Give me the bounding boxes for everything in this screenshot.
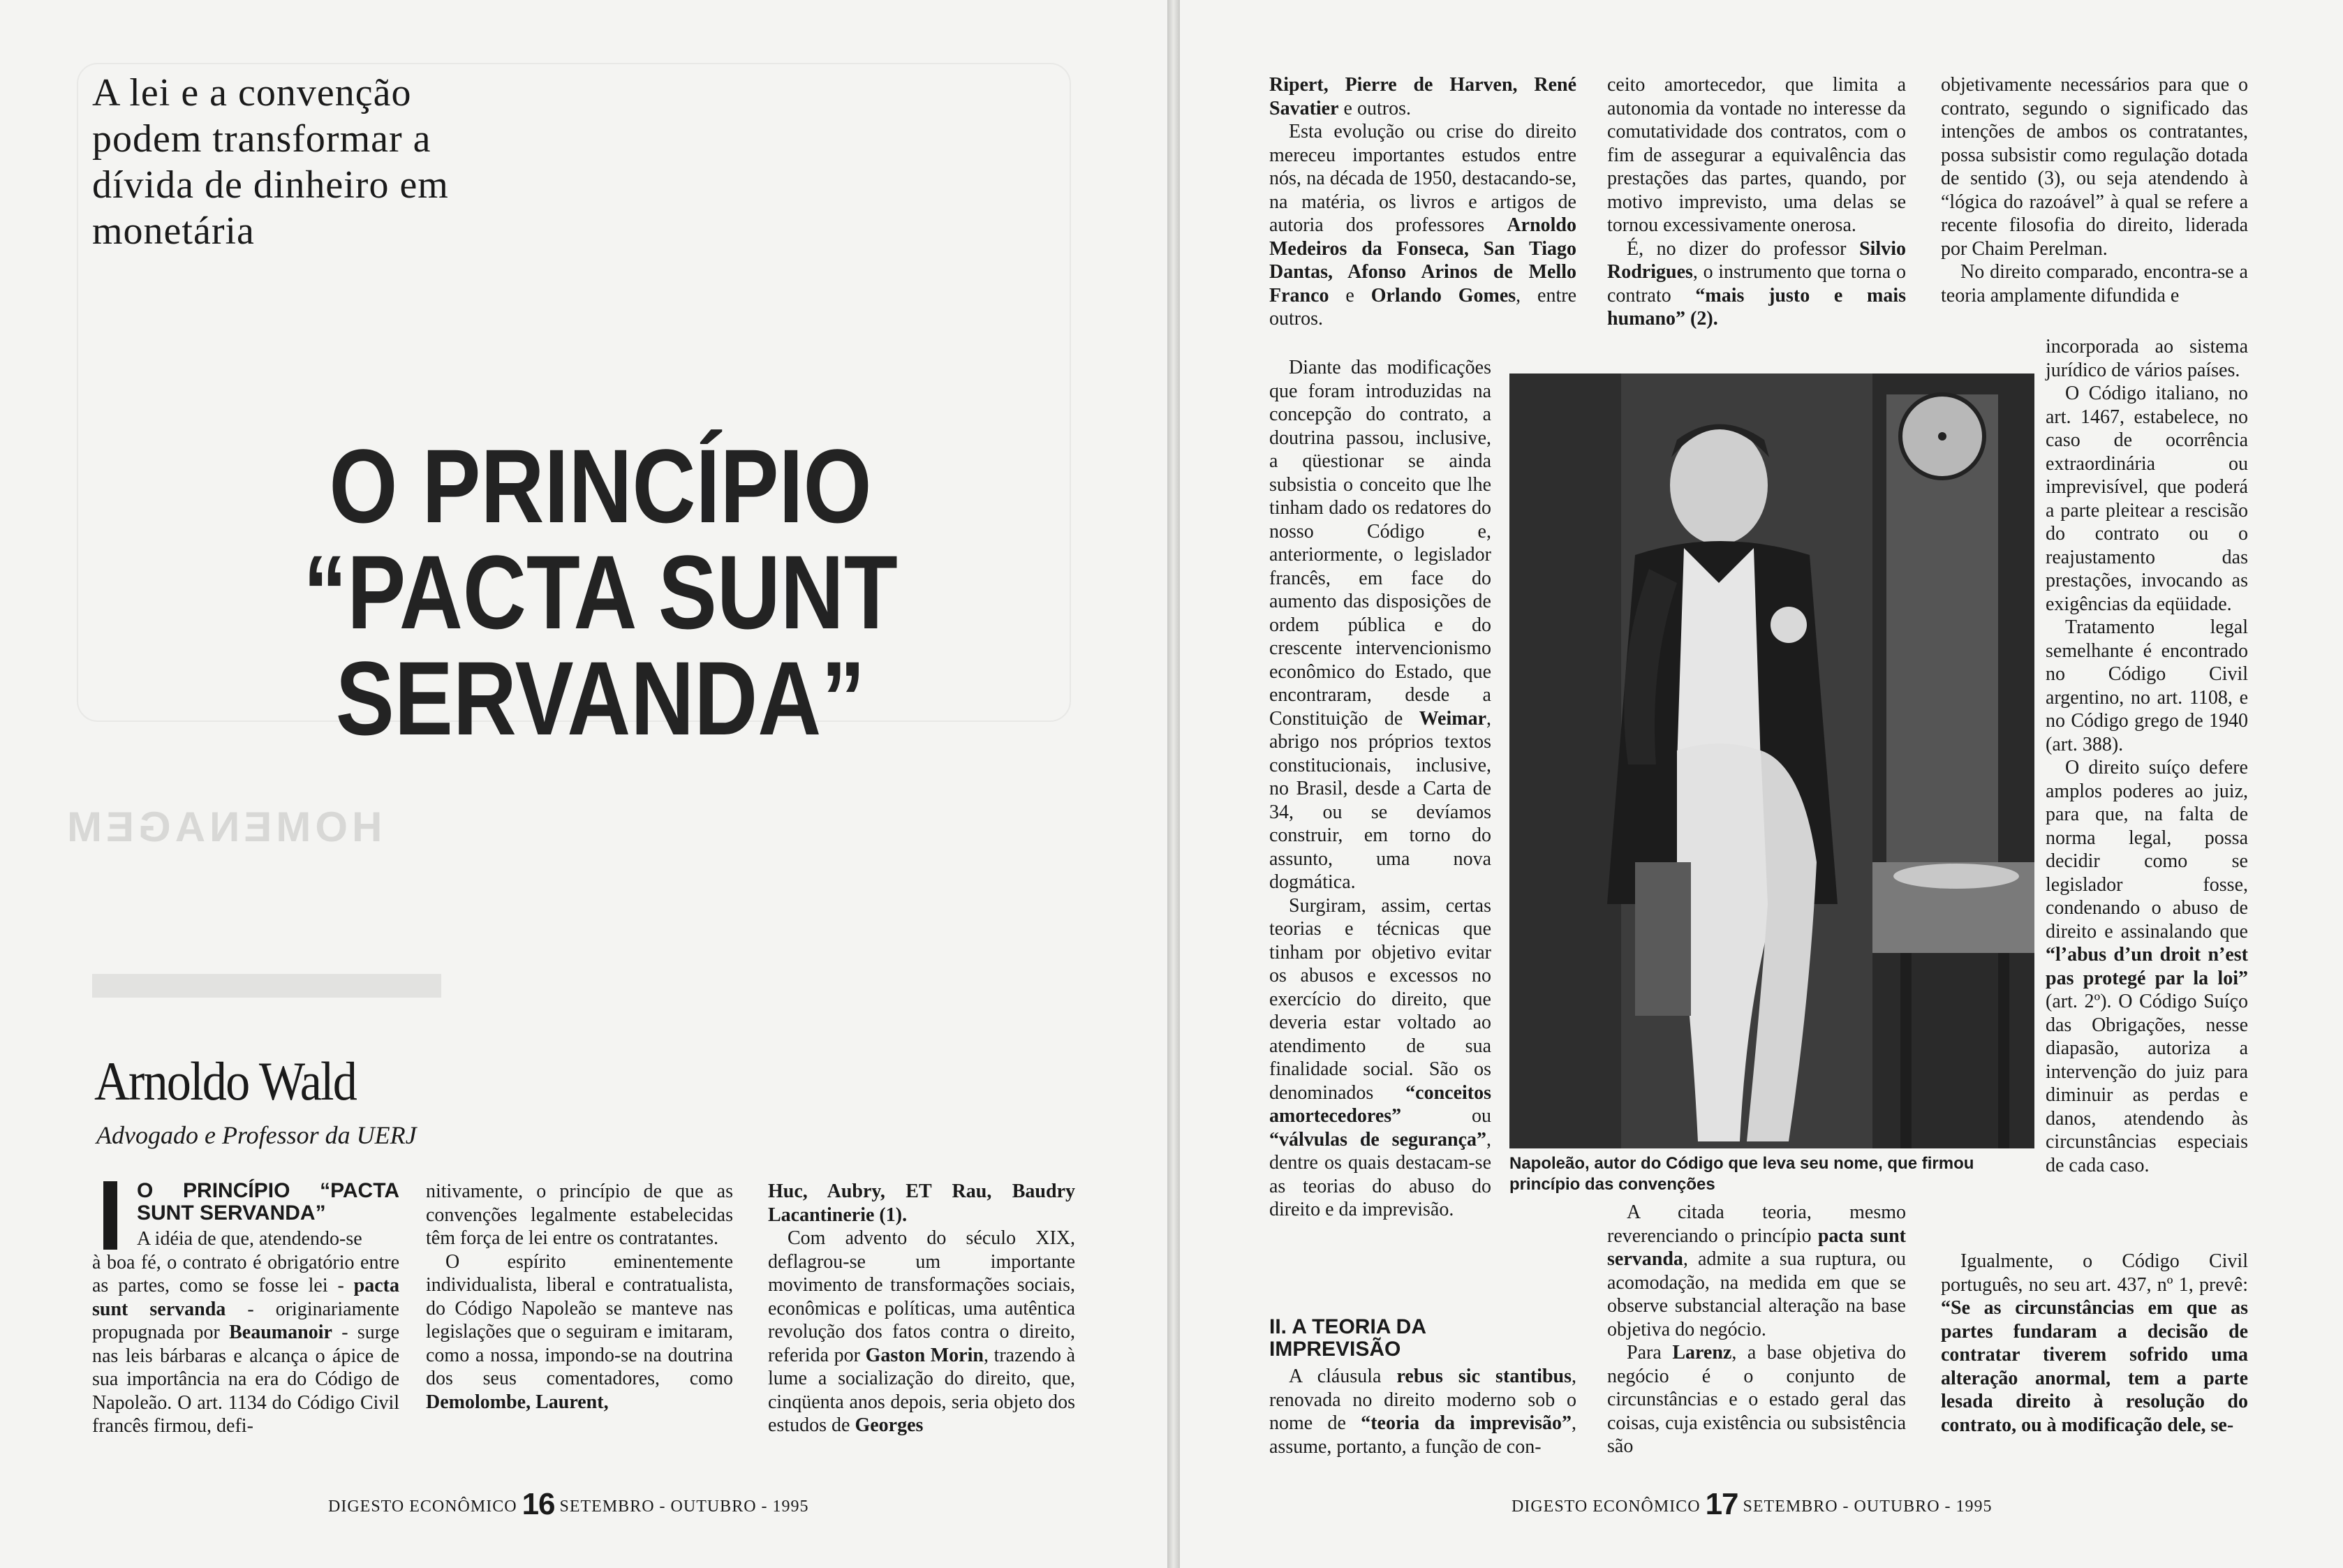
deck-subtitle: A lei e a convenção podem transformar a dívida de dinheiro em monetária: [92, 71, 449, 253]
paragraph: nitivamente, o princípio de que as convenções legalmente estabelecidas têm força de lei entre os contratantes.: [426, 1181, 733, 1249]
paragraph: O espírito eminentemente individualista, liberal e contratualista, do Código Napoleão se manteve nas legislações que o seguiram e imitaram, como a nossa, impondo-se na doutrina dos seus comentadores, como Demolombe, Laurent,: [426, 1250, 733, 1413]
author-name: Arnoldo Wald: [94, 1051, 357, 1111]
paragraph: O Código italiano, no art. 1467, estabelece, no caso de ocorrência extraordinária ou imprevisível, que poderá a parte pleitear a rescisão do contrato ou o reajustamento das prestações, invocando as exigências da eqüidade.: [2046, 383, 2248, 615]
section-heading: O PRINCÍPIO “PACTA SUNT SERVANDA”: [137, 1179, 399, 1225]
paragraph: Esta evolução ou crise do direito mereceu importantes estudos entre nós, na década de 1950, destacando-se, na matéria, os livros e artigos de autoria dos professores Arnoldo Medeiros da Fonseca, San Tiago Dantas, Afonso Arinos de Mello Franco e Orlando Gomes, entre outros.: [1269, 121, 1576, 330]
headline-line: “PACTA SUNT: [303, 533, 898, 651]
bleed-through-text: HOMENAGEM: [63, 804, 383, 850]
article-column: [1269, 73, 1576, 331]
paragraph: A idéia de que, atendendo-se: [137, 1228, 362, 1250]
headline-line: SERVANDA”: [335, 639, 866, 757]
paragraph: Ripert, Pierre de Harven, René Savatier e outros.: [1269, 74, 1576, 119]
article-column: [426, 1180, 733, 1414]
footer-publication: DIGESTO ECONÔMICO: [328, 1497, 517, 1516]
article-column: [2046, 335, 2248, 1177]
paragraph: Igualmente, o Código Civil português, no seu art. 437, nº 1, prevê: “Se as circunstâncias em que as partes fundaram a decisão de contratar tiverem sofrido uma alteração anormal, tem a parte lesada direito à resolução do contrato, ou à modificação dele, se-: [1941, 1250, 2248, 1436]
paragraph: objetivamente necessários para que o contrato, segundo o significado das intenções de ambos os contratantes, possa subsistir como regulação dotada de sentido (3), ou seja atendendo à “lógica do razoável” à qual se refere a recente filosofia do direito, liderada por Chaim Perelman.: [1941, 74, 2248, 260]
paragraph: A cláusula rebus sic stantibus, renovada no direito moderno sob o nome de “teoria da imprevisão”, assume, portanto, a função de con-: [1269, 1366, 1576, 1458]
paragraph: A citada teoria, mesmo reverenciando o princípio pacta sunt servanda, admite a sua ruptura, ou acomodação, na medida em que se observe substancial alteração na base objetiva do negócio.: [1607, 1201, 1906, 1340]
footer-publication: DIGESTO ECONÔMICO: [1512, 1497, 1701, 1516]
page-number: 16: [522, 1487, 555, 1521]
paragraph: No direito comparado, encontra-se a teoria amplamente difundida e: [1941, 261, 2248, 306]
paragraph: ceito amortecedor, que limita a autonomia da vontade no interesse da comutatividade dos contratos, com o fim de assegurar a equivalência das prestações das partes, quando, por motivo imprevisto, uma delas se tornou excessivamente onerosa.: [1607, 74, 1906, 236]
article-column: [1607, 1201, 1906, 1458]
article-column: [768, 1180, 1075, 1437]
paragraph: Tratamento legal semelhante é encontrado no Código Civil argentino, no art. 1108, e no Código grego de 1940 (art. 388).: [2046, 616, 2248, 755]
paragraph: É, no dizer do professor Silvio Rodrigues, o instrumento que torna o contrato “mais justo e mais humano” (2).: [1607, 237, 1906, 330]
footer-issue: SETEMBRO - OUTUBRO - 1995: [1743, 1497, 1993, 1516]
paragraph: incorporada ao sistema jurídico de vários países.: [2046, 336, 2248, 381]
paragraph: Diante das modificações que foram introduzidas na concepção do contrato, a doutrina passou, inclusive, a qüestionar se ainda subsistia o conceito que lhe tinham dado os redatores do nosso Código e, anteriormente, o legislador francês, em face do aumento das disposições de ordem pública e do crescente intervencionismo econômico do Estado, que encontraram, desde a Constituição de Weimar, abrigo nos próprios textos constitucionais, inclusive, no Brasil, desde a Carta de 34, ou se devíamos construir, em torno do assunto, uma nova dogmática.: [1269, 357, 1491, 893]
paragraph: Para Larenz, a base objetiva do negócio é o conjunto de circunstâncias e o estado geral das coisas, cuja existência ou subsistência são: [1607, 1342, 1906, 1457]
paragraph: à boa fé, o contrato é obrigatório entre as partes, como se fosse lei - pacta sunt servanda - originariamente propugnada por Beaumanoir - surge nas leis bárbaras e alcança o ápice de sua importância na era do Código de Napoleão. O art. 1134 do Código Civil francês firmou, defi-: [92, 1251, 399, 1437]
photo-caption: Napoleão, autor do Código que leva seu nome, que firmou princípio das convenções: [1509, 1154, 1974, 1194]
author-role: Advogado e Professor da UERJ: [96, 1121, 417, 1149]
article-column: [92, 1180, 399, 1438]
article-column: [1269, 1365, 1576, 1458]
napoleon-portrait-photo: [1509, 373, 2034, 1148]
paragraph: Surgiram, assim, certas teorias e técnicas que tinham por objetivo evitar os abusos e excessos no exercício do direito, que deveria estar voltado ao atendimento de sua finalidade social. São os denominados “conceitos amortecedores” ou “válvulas de segurança”, dentre os quais destacam-se as teorias do abuso do direito e da imprevisão.: [1269, 894, 1491, 1220]
headline: [290, 427, 911, 757]
paragraph: O direito suíço defere amplos poderes ao juiz, para que, na falta de norma legal, possa decidir como se legislador fosse, condenando o abuso de direito e assinalando que “l’abus d’un droit n’est pas protegé par la loi” (art. 2º). O Código Suíço das Obrigações, nesse diapasão, autoriza a intervenção do juiz para diminuir as perdas e danos, atendendo às circunstâncias especiais de cada caso.: [2046, 757, 2248, 1176]
portrait-illustration: [1509, 373, 2034, 1148]
paragraph: Com advento do século XIX, deflagrou-se um importante movimento de transformações sociais, econômicas e políticas, uma autêntica revolução dos fatos contra o direito, referida por Gaston Morin, trazendo à lume a socialização do direito, que, cinqüenta anos depois, seria objeto dos estudos de Georges: [768, 1227, 1075, 1436]
left-page: [0, 0, 1167, 1568]
article-column: [1941, 1250, 2248, 1437]
section-heading: II. A TEORIA DA IMPREVISÃO: [1269, 1315, 1426, 1361]
headline-line: O PRINCÍPIO: [329, 427, 872, 545]
article-column: [1607, 73, 1906, 331]
footer-issue: SETEMBRO - OUTUBRO - 1995: [559, 1497, 809, 1516]
article-column: [1269, 356, 1491, 1222]
decorative-bar: [92, 974, 441, 998]
paragraph: Huc, Aubry, ET Rau, Baudry Lacantinerie (1).: [768, 1181, 1075, 1226]
article-column: [1941, 73, 2248, 307]
page-footer: [328, 1487, 809, 1522]
page-number: 17: [1705, 1487, 1738, 1521]
spine-gutter: [1167, 0, 1180, 1568]
page-footer: [1512, 1487, 1993, 1522]
